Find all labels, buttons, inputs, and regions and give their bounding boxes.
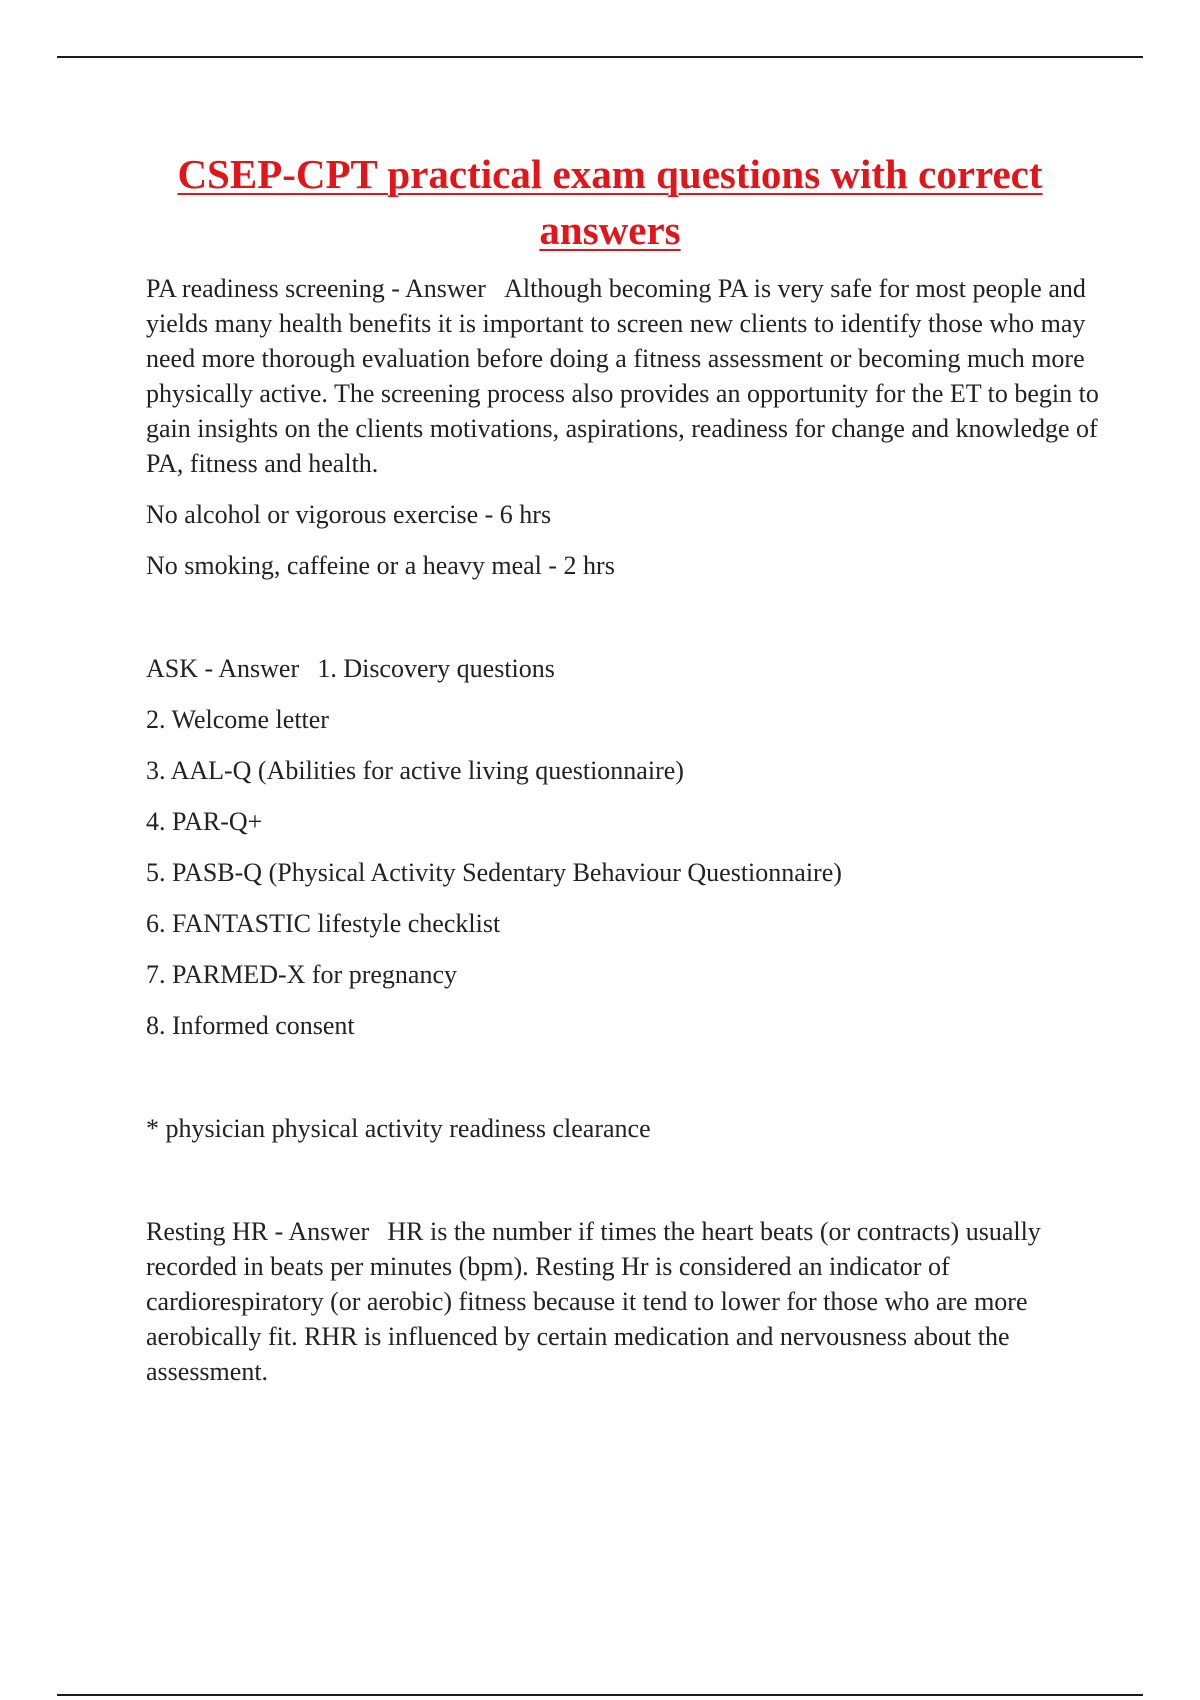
qa-term: Resting HR - <box>146 1217 288 1246</box>
qa-answer-label: Answer <box>405 274 486 303</box>
list-item: 3. AAL-Q (Abilities for active living questionnaire) <box>146 756 684 785</box>
qa-resting-hr <box>146 1214 1106 1389</box>
list-item: 5. PASB-Q (Physical Activity Sedentary Behaviour Questionnaire) <box>146 858 842 887</box>
bottom-rule <box>57 1694 1143 1696</box>
note-line: No alcohol or vigorous exercise - 6 hrs <box>146 500 552 529</box>
list-item: 7. PARMED-X for pregnancy <box>146 960 457 989</box>
footnote: * physician physical activity readiness clearance <box>146 1114 651 1143</box>
list-item: 8. Informed consent <box>146 1011 355 1040</box>
qa-answer-text: Although becoming PA is very safe for most people and yields many health benefits it is important to screen new clients to identify those who may need more thorough evaluation before doing a fitness assessment or becoming much more physically active. The screening process also provides an opportunity for the ET to begin to gain insights on the clients motivations, aspirations, readiness for change and knowledge of PA, fitness and health. <box>146 274 1099 478</box>
qa-answer-label: Answer <box>218 654 300 683</box>
list-item: 4. PAR-Q+ <box>146 807 263 836</box>
note-line: No smoking, caffeine or a heavy meal - 2 hrs <box>146 551 615 580</box>
document-body <box>146 271 1106 1389</box>
list-item: 6. FANTASTIC lifestyle checklist <box>146 909 501 938</box>
list-item: 1. Discovery questions <box>317 654 555 683</box>
qa-pa-readiness <box>146 271 1106 481</box>
qa-answer-label: Answer <box>288 1217 370 1246</box>
qa-term: ASK - <box>146 654 218 683</box>
qa-ask <box>146 651 1106 686</box>
page-title: CSEP-CPT practical exam questions with correct answers <box>177 151 1043 253</box>
list-item: 2. Welcome letter <box>146 705 329 734</box>
qa-answer-text: HR is the number if times the heart beats (or contracts) usually recorded in beats per minutes (bpm). Resting Hr is considered an indicator of cardiorespiratory (or aerobic) fitness because it tend to lower for those who are more aerobically fit. RHR is influenced by certain medication and nervousness about the assessment. <box>146 1217 1041 1386</box>
top-rule <box>57 56 1143 58</box>
qa-term: PA readiness screening - <box>146 274 405 303</box>
